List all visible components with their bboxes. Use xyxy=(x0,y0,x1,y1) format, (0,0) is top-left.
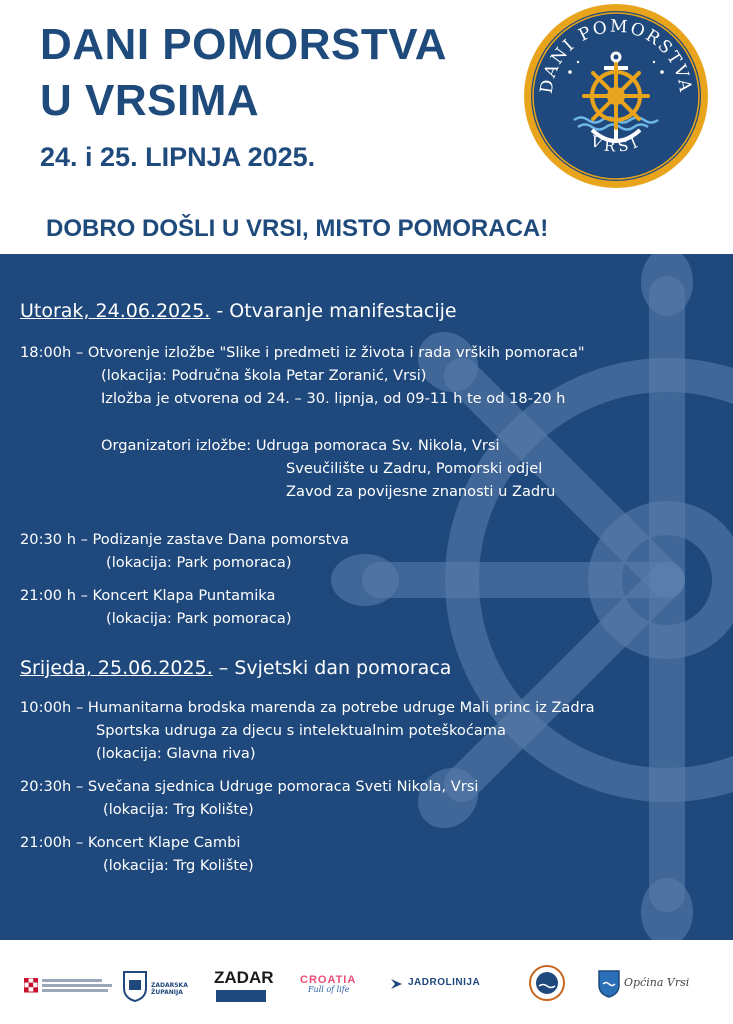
croatia-tagline: Full of life xyxy=(308,985,350,994)
day2-title: – Svjetski dan pomoraca xyxy=(212,657,452,679)
event-line: Sportska udruga za djecu s intelektualnim poteškoćama xyxy=(96,722,506,739)
county-shield-icon xyxy=(122,970,148,1002)
day2-heading xyxy=(20,657,451,679)
event-line: 18:00h – Otvorenje izložbe "Slike i predmeti iz života i rada vrških pomoraca" xyxy=(20,344,585,361)
day1-date: Utorak, 24.06.2025. xyxy=(20,300,211,322)
day1-title: - Otvaranje manifestacije xyxy=(210,300,457,322)
sponsor-label: JADROLINIJA xyxy=(408,977,481,988)
sponsor-ministry xyxy=(24,978,38,998)
event-location: (lokacija: Park pomoraca) xyxy=(106,554,292,571)
event-location: (lokacija: Trg Kolište) xyxy=(103,801,254,818)
sponsor-label: Općina Vrsi xyxy=(624,976,690,989)
event-line: Organizatori izložbe: Udruga pomoraca Sv. Nikola, Vrsi xyxy=(101,437,500,454)
welcome-slogan: DOBRO DOŠLI U VRSI, MISTO POMORACA! xyxy=(46,215,549,242)
event-location: (lokacija: Trg Kolište) xyxy=(103,857,254,874)
croatia-tourism-logo: CROATIA xyxy=(300,974,357,986)
sponsor-seal xyxy=(528,964,566,1006)
event-line: 10:00h – Humanitarna brodska marenda za potrebe udruge Mali princ iz Zadra xyxy=(20,699,595,716)
jadrolinija-arrow-icon xyxy=(390,977,404,991)
event-line: Izložba je otvorena od 24. – 30. lipnja, od 09-11 h te od 18-20 h xyxy=(101,390,566,407)
event-line: 21:00h – Koncert Klape Cambi xyxy=(20,834,241,851)
sponsor-opcina-vrsi xyxy=(598,970,690,1002)
event-location: (lokacija: Park pomoraca) xyxy=(106,610,292,627)
event-line: 21:00 h – Koncert Klapa Puntamika xyxy=(20,587,276,604)
sponsor-jadrolinija xyxy=(390,976,481,995)
municipality-shield-icon xyxy=(598,970,620,998)
sponsor-zadarska-zupanija xyxy=(122,970,188,1006)
event-location: (lokacija: Glavna riva) xyxy=(96,745,256,762)
header xyxy=(0,0,733,254)
sponsor-strip xyxy=(0,940,733,1024)
event-line: 20:30 h – Podizanje zastave Dana pomorstva xyxy=(20,531,349,548)
event-dates: 24. i 25. LIPNJA 2025. xyxy=(40,142,316,172)
program-panel xyxy=(0,254,733,940)
event-line: 20:30h – Svečana sjednica Udruge pomoraca Sveti Nikola, Vrsi xyxy=(20,778,479,795)
logo-top-text: DANI POMORSTVA xyxy=(536,16,696,95)
event-location: (lokacija: Područna škola Petar Zoranić, Vrsi) xyxy=(101,367,427,384)
croatian-coat-of-arms-icon xyxy=(24,978,38,994)
day1-heading xyxy=(20,300,457,322)
page-title: DANI POMORSTVA xyxy=(40,20,448,69)
event-line: Sveučilište u Zadru, Pomorski odjel xyxy=(286,460,543,477)
day2-date: Srijeda, 25.06.2025. xyxy=(20,657,213,679)
sponsor-zadar-region xyxy=(214,968,274,988)
event-line: Zavod za povijesne znanosti u Zadru xyxy=(286,483,556,500)
logo-bottom-text: VRSI xyxy=(588,132,644,156)
page-title-line2: U VRSIMA xyxy=(40,76,260,125)
zadar-region-logo: ZADAR xyxy=(214,968,274,987)
sponsor-label: ZADARSKA ŽUPANIJA xyxy=(151,982,188,996)
round-seal-icon xyxy=(528,964,566,1002)
dani-pomorstva-logo-icon xyxy=(522,2,710,190)
sponsor-croatia xyxy=(300,968,357,994)
